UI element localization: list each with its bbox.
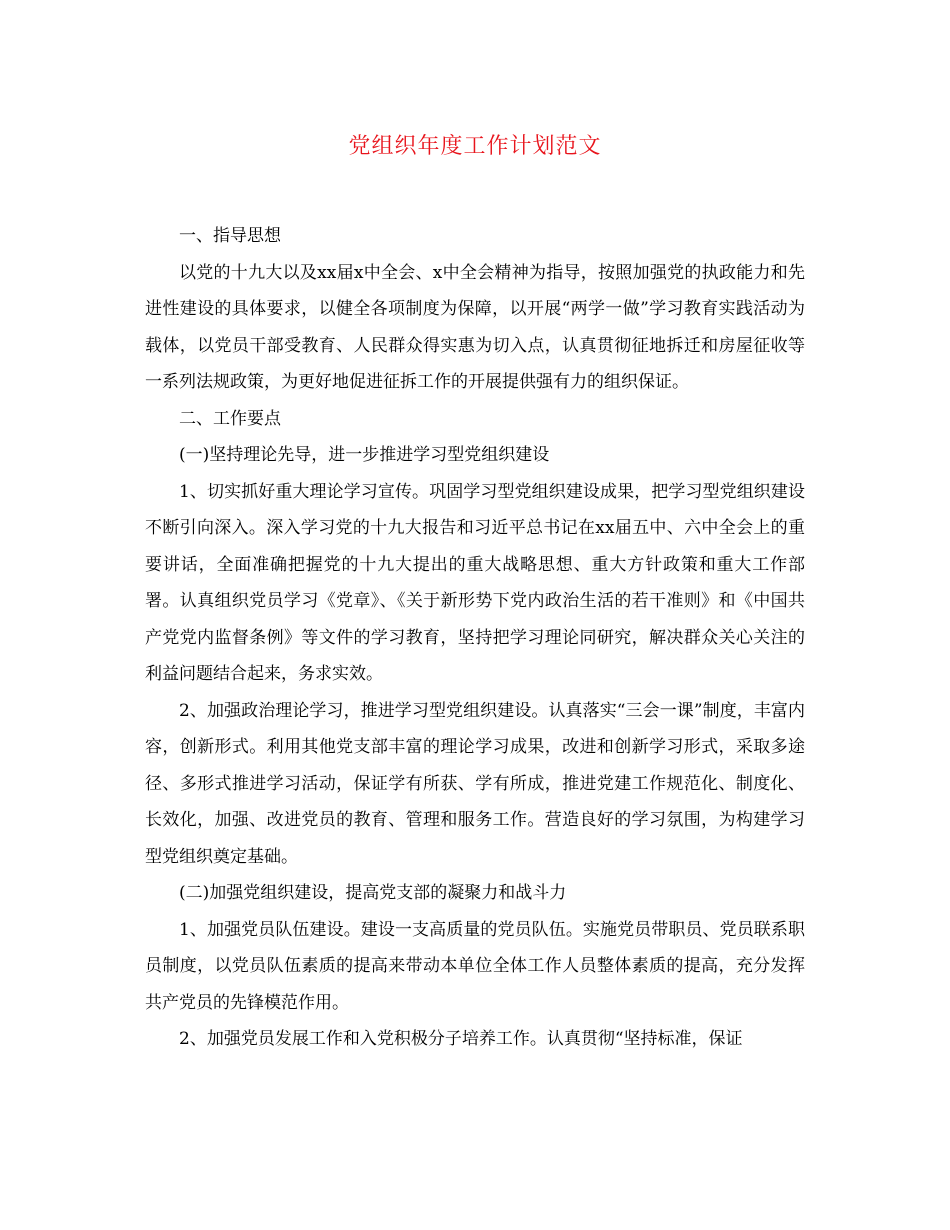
heading-work-points: 二、工作要点 [179,408,281,429]
paragraph-member-development: 2、加强党员发展工作和入党积极分子培养工作。认真贯彻“坚持标准，保证 [179,1029,743,1049]
subheading-party-building: (二)加强党组织建设，提高党支部的凝聚力和战斗力 [179,883,567,903]
paragraph-guiding-ideology: 以党的十九大以及xx届x中全会、x中全会精神为指导，按照加强党的执政能力和先进性建设的具体要求，以健全各项制度为保障，以开展“两学一做”学习教育实践活动为载体，以党员干部受教育、人民群众得实惠为切入点，认真贯彻征地拆迁和房屋征收等一系列法规政策，为更好地促进征拆工作的开展提供强有力的组织保证。 [145,262,805,392]
document-body [145,218,805,1058]
paragraph-theory-study: 1、切实抓好重大理论学习宣传。巩固学习型党组织建设成果，把学习型党组织建设不断引向深入。深入学习党的十九大报告和习近平总书记在xx届五中、六中全会上的重要讲话，全面准确把握党的十九大提出的重大战略思想、重大方针政策和重大工作部署。认真组织党员学习《党章》、《关于新形势下党内政治生活的若干准则》和《中国共产党党内监督条例》等文件的学习教育，坚持把学习理论同研究，解决群众关心关注的利益问题结合起来，务求实效。 [145,481,805,684]
paragraph-political-study: 2、加强政治理论学习，推进学习型党组织建设。认真落实“三会一课”制度，丰富内容，创新形式。利用其他党支部丰富的理论学习成果，改进和创新学习形式，采取多途径、多形式推进学习活动，保证学有所获、学有所成，推进党建工作规范化、制度化、长效化，加强、改进党员的教育、管理和服务工作。营造良好的学习氛围，为构建学习型党组织奠定基础。 [145,700,805,867]
paragraph-member-team: 1、加强党员队伍建设。建设一支高质量的党员队伍。实施党员带职员、党员联系职员制度，以党员队伍素质的提高来带动本单位全体工作人员整体素质的提高，充分发挥共产党员的先锋模范作用。 [145,919,805,1013]
document-title: 党组织年度工作计划范文 [348,134,602,159]
heading-guiding-ideology: 一、指导思想 [179,226,281,246]
subheading-theory-first: (一)坚持理论先导，进一步推进学习型党组织建设 [179,445,550,465]
